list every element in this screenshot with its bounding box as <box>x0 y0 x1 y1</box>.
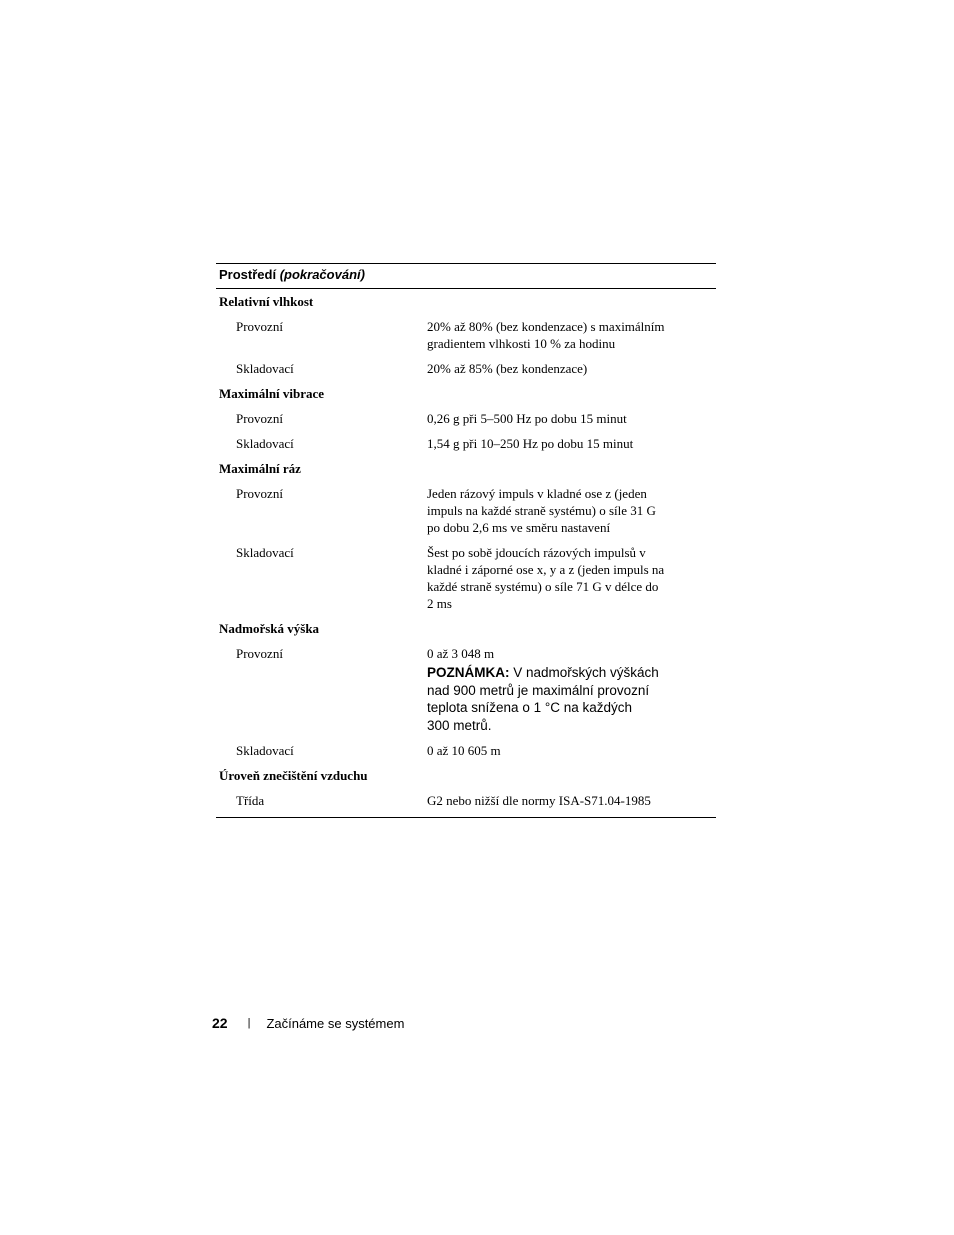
row-value <box>427 360 687 377</box>
table-row <box>216 540 716 616</box>
group-title: Úroveň znečištění vzduchu <box>219 768 368 783</box>
value-line: 0 až 10 605 m <box>427 743 501 758</box>
row-label: Provozní <box>236 486 283 501</box>
value-line: 0 až 3 048 m <box>427 646 495 661</box>
row-label: Provozní <box>236 319 283 334</box>
group-title: Maximální ráz <box>219 461 301 476</box>
row-value <box>427 318 687 352</box>
value-line: Šest po sobě jdoucích rázových impulsů v <box>427 545 646 560</box>
row-label: Skladovací <box>236 361 294 376</box>
note-line <box>427 664 687 682</box>
table-row <box>216 356 716 381</box>
row-label: Provozní <box>236 411 283 426</box>
table-row <box>216 314 716 356</box>
row-value <box>427 742 687 759</box>
table-row <box>216 641 716 738</box>
row-value <box>427 792 687 809</box>
table-row <box>216 738 716 763</box>
row-label: Skladovací <box>236 545 294 560</box>
value-line: gradientem vlhkosti 10 % za hodinu <box>427 336 616 351</box>
footer-section-title: Začínáme se systémem <box>266 1016 405 1031</box>
group-title: Relativní vlhkost <box>219 294 314 309</box>
value-line: každé straně systému) o síle 71 G v délce do <box>427 579 659 594</box>
table-body <box>216 289 716 818</box>
table-row <box>216 788 716 813</box>
value-line: 0,26 g při 5–500 Hz po dobu 15 minut <box>427 411 627 426</box>
value-line: kladné i záporné ose x, y a z (jeden impuls na <box>427 562 665 577</box>
table-row <box>216 431 716 456</box>
page-number: 22 <box>212 1015 228 1031</box>
footer-separator: | <box>247 1017 251 1029</box>
row-value <box>427 485 687 536</box>
row-value <box>427 410 687 427</box>
page-footer <box>212 1015 404 1032</box>
note-line: teplota snížena o 1 °C na každých <box>427 700 633 715</box>
value-line: Jeden rázový impuls v kladné ose z (jeden <box>427 486 647 501</box>
row-label: Skladovací <box>236 743 294 758</box>
value-line: G2 nebo nižší dle normy ISA-S71.04-1985 <box>427 793 651 808</box>
row-value <box>427 435 687 452</box>
table-row <box>216 406 716 431</box>
note-label: POZNÁMKA: <box>427 665 510 680</box>
table-header <box>216 263 716 289</box>
environment-spec-table <box>216 263 716 818</box>
row-value <box>427 544 687 612</box>
note-line: 300 metrů. <box>427 717 492 733</box>
row-label: Skladovací <box>236 436 294 451</box>
value-line: po dobu 2,6 ms ve směru nastavení <box>427 520 611 535</box>
group-title: Nadmořská výška <box>219 621 320 636</box>
row-value <box>427 645 687 734</box>
value-line: 20% až 85% (bez kondenzace) <box>427 361 588 376</box>
table-row <box>216 481 716 540</box>
value-line: 2 ms <box>427 596 452 611</box>
note <box>427 664 687 734</box>
table-title: Prostředí <box>219 267 277 282</box>
group-title: Maximální vibrace <box>219 386 325 401</box>
row-label: Třída <box>236 793 265 808</box>
value-line: impuls na každé straně systému) o síle 31 G <box>427 503 656 518</box>
value-line: 20% až 80% (bez kondenzace) s maximálním <box>427 319 665 334</box>
note-line: nad 900 metrů je maximální provozní <box>427 682 650 698</box>
note-text: V nadmořských výškách <box>509 665 659 680</box>
table-title-suffix: (pokračování) <box>279 267 365 282</box>
row-label: Provozní <box>236 646 283 661</box>
value-line: 1,54 g při 10–250 Hz po dobu 15 minut <box>427 436 634 451</box>
